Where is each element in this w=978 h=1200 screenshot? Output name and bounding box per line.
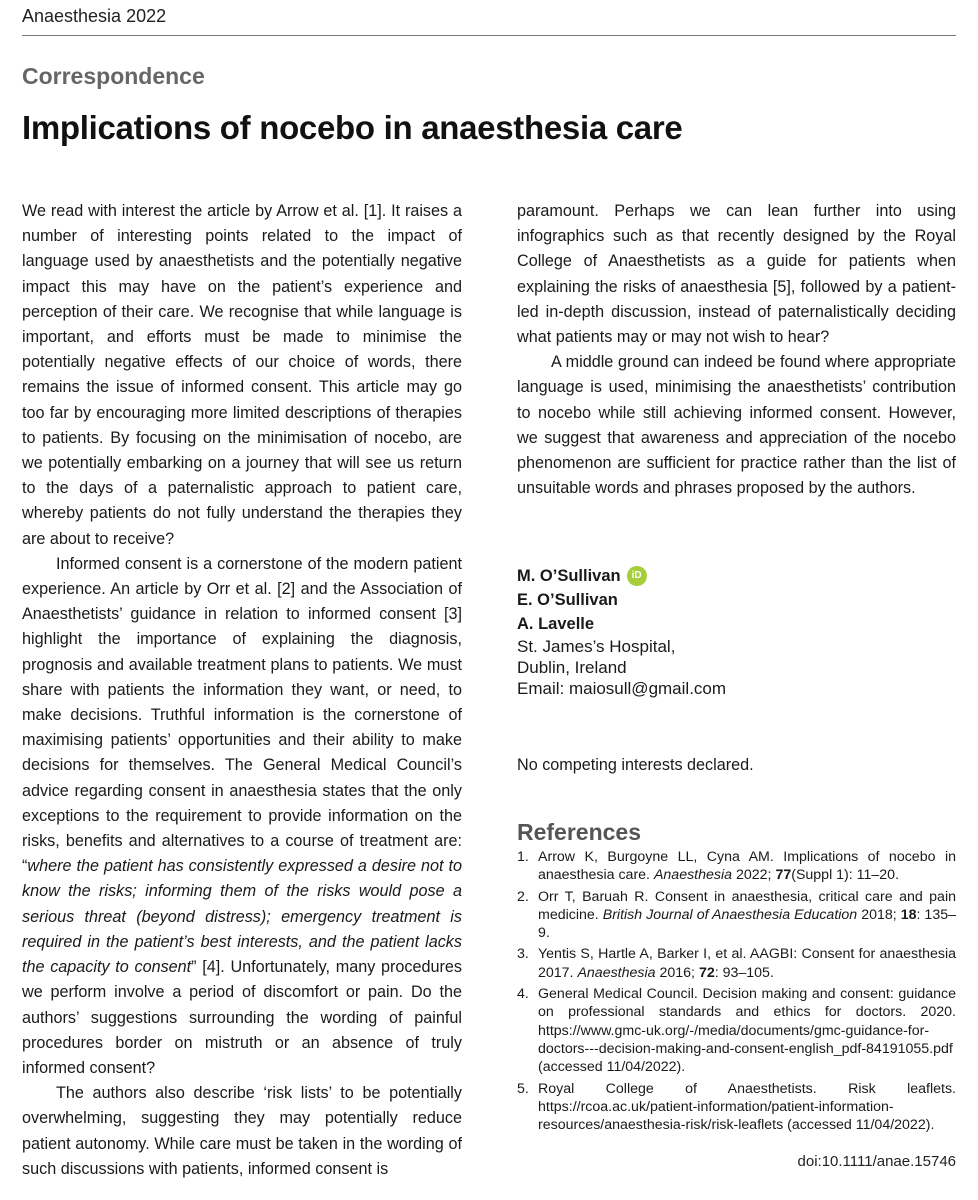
reference-text [538, 848, 956, 885]
affiliation-line-2: Dublin, Ireland [517, 658, 627, 677]
reference-item [517, 985, 956, 1076]
reference-number: 5. [517, 1080, 529, 1097]
reference-volume: 18 [900, 906, 917, 923]
orcid-icon[interactable]: iD [627, 566, 647, 586]
reference-pages: (Suppl 1): 11–20. [791, 867, 900, 884]
reference-pages: : 135–9. [538, 906, 956, 942]
reference-journal: Anaesthesia [577, 964, 656, 981]
reference-number: 4. [517, 986, 529, 1003]
author-name [517, 564, 726, 588]
author-email[interactable]: Email: maiosull@gmail.com [517, 679, 727, 698]
left-paragraph-3: The authors also describe ‘risk lists’ to be potentially overwhelming, suggesting they may potentially reduce patient autonomy. While care must be taken in the wording of such discussions with patients, informed consent is [22, 1084, 462, 1178]
left-column [22, 199, 462, 1182]
author-3: A. Lavelle [517, 615, 595, 633]
reference-volume: 72 [698, 964, 715, 981]
reference-authors: Arrow K, Burgoyne LL, Cyna AM. Implications of nocebo in anaesthesia care. [538, 849, 956, 884]
reference-year: 2016; [655, 964, 699, 981]
reference-text[interactable]: General Medical Council. Decision making and consent: guidance on professional standards and ethics for doctors. 2020. https://www.gmc-uk.org/-/media/documents/gmc-guidance-for-doctors---decision-making-and-consent-english_pdf-84191055.pdf (accessed 11/04/2022). [538, 986, 956, 1076]
section-label: Correspondence [22, 63, 205, 89]
references-heading: References [517, 819, 642, 845]
author-2: E. O’Sullivan [517, 591, 618, 609]
reference-year: 2018; [857, 906, 901, 923]
author-block [517, 564, 726, 699]
affiliation-line-1: St. James’s Hospital, [517, 637, 676, 656]
article-title: Implications of nocebo in anaesthesia care [22, 109, 683, 146]
right-paragraph-2: A middle ground can indeed be found where appropriate language is used, minimising the anaesthetists’ contribution to nocebo while still achieving informed consent. However, we suggest that awareness and appreciation of the nocebo phenomenon are sufficient for practice rather than the list of unsuitable words and phrases proposed by the authors. [517, 353, 956, 498]
reference-journal: Anaesthesia [653, 867, 733, 884]
header-rule [22, 35, 956, 36]
reference-number: 2. [517, 888, 529, 905]
right-column [517, 199, 956, 501]
doi-link[interactable]: doi:10.1111/anae.15746 [797, 1153, 956, 1170]
reference-journal: British Journal of Anaesthesia Education [602, 906, 858, 923]
reference-list [517, 848, 956, 1137]
reference-year: 2022; [732, 867, 776, 884]
reference-volume: 77 [775, 867, 792, 884]
paragraph-2-text-a: Informed consent is a cornerstone of the modern patient experience. An article by Orr et al. [2] and the Association of Anaesthetists’ guidance in relation to informed consent [3] highlight the importance of explaining the diagnosis, prognosis and available treatment plans to patients. We must share with patients the information they want, or need, to make decisions. Truthful information is the cornerstone of maximising patients’ opportunities and their ability to make decisions for themselves. The General Medical Council’s advice regarding consent in anaesthesia states that the only exceptions to the requirement to provide information on the risks, benefits and alternatives to a course of treatment are: “ [22, 554, 462, 876]
reference-text[interactable]: Royal College of Anaesthetists. Risk leaflets. https://rcoa.ac.uk/patient-information/patient-information-resources/anaesthesia-risk/risk-leaflets (accessed 11/04/2022). [538, 1080, 956, 1134]
reference-pages: : 93–105. [714, 964, 774, 981]
reference-authors: Yentis S, Hartle A, Barker I, et al. AAGBI: Consent for anaesthesia 2017. [538, 946, 956, 981]
journal-header: Anaesthesia 2022 [22, 6, 167, 26]
reference-item [517, 848, 956, 885]
reference-text [538, 888, 956, 943]
competing-interests: No competing interests declared. [517, 756, 754, 774]
left-paragraph-1: We read with interest the article by Arrow et al. [1]. It raises a number of interesting points related to the impact of language used by anaesthetists and the potentially negative impact this may have on the patient’s experience and perception of their care. We recognise that while language is important, and efforts must be made to minimise the potentially negative effects of our choice of words, there remains the issue of informed consent. This article may go too far by encouraging more limited descriptions of therapies to patients. By focusing on the minimisation of nocebo, are we potentially embarking on a journey that will see us return to the days of a paternalistic approach to patient care, whereby patients do not fully understand the therapies they are about to receive? [22, 202, 462, 548]
right-paragraph-1: paramount. Perhaps we can lean further into using infographics such as that recently designed by the Royal College of Anaesthetists as a guide for patients when explaining the risks of anaesthesia [5], followed by a patient-led in-depth discussion, instead of paternalistically deciding what patients may or may not wish to hear? [517, 202, 956, 347]
reference-number: 1. [517, 849, 529, 865]
reference-item [517, 888, 956, 943]
reference-authors: Orr T, Baruah R. Consent in anaesthesia, critical care and pain medicine. [538, 888, 956, 923]
paragraph-2-text-b: ” [4]. Unfortunately, many procedures we perform involve a period of discomfort or pain. Do the authors’ suggestions surrounding the wording of painful procedures border on mistruth or an absence of truly informed consent? [22, 958, 462, 1077]
reference-text [538, 945, 956, 982]
author-1: M. O’Sullivan [517, 567, 621, 585]
reference-item [517, 945, 956, 982]
left-paragraph-2 [22, 552, 462, 1081]
reference-number: 3. [517, 946, 529, 963]
reference-item [517, 1080, 956, 1135]
gmc-quote: where the patient has consistently expressed a desire not to know the risks; informing them of the risks would pose a serious threat (beyond distress); emergency treatment is required in the patient’s best interests, and the patient lacks the capacity to consent [22, 857, 462, 977]
